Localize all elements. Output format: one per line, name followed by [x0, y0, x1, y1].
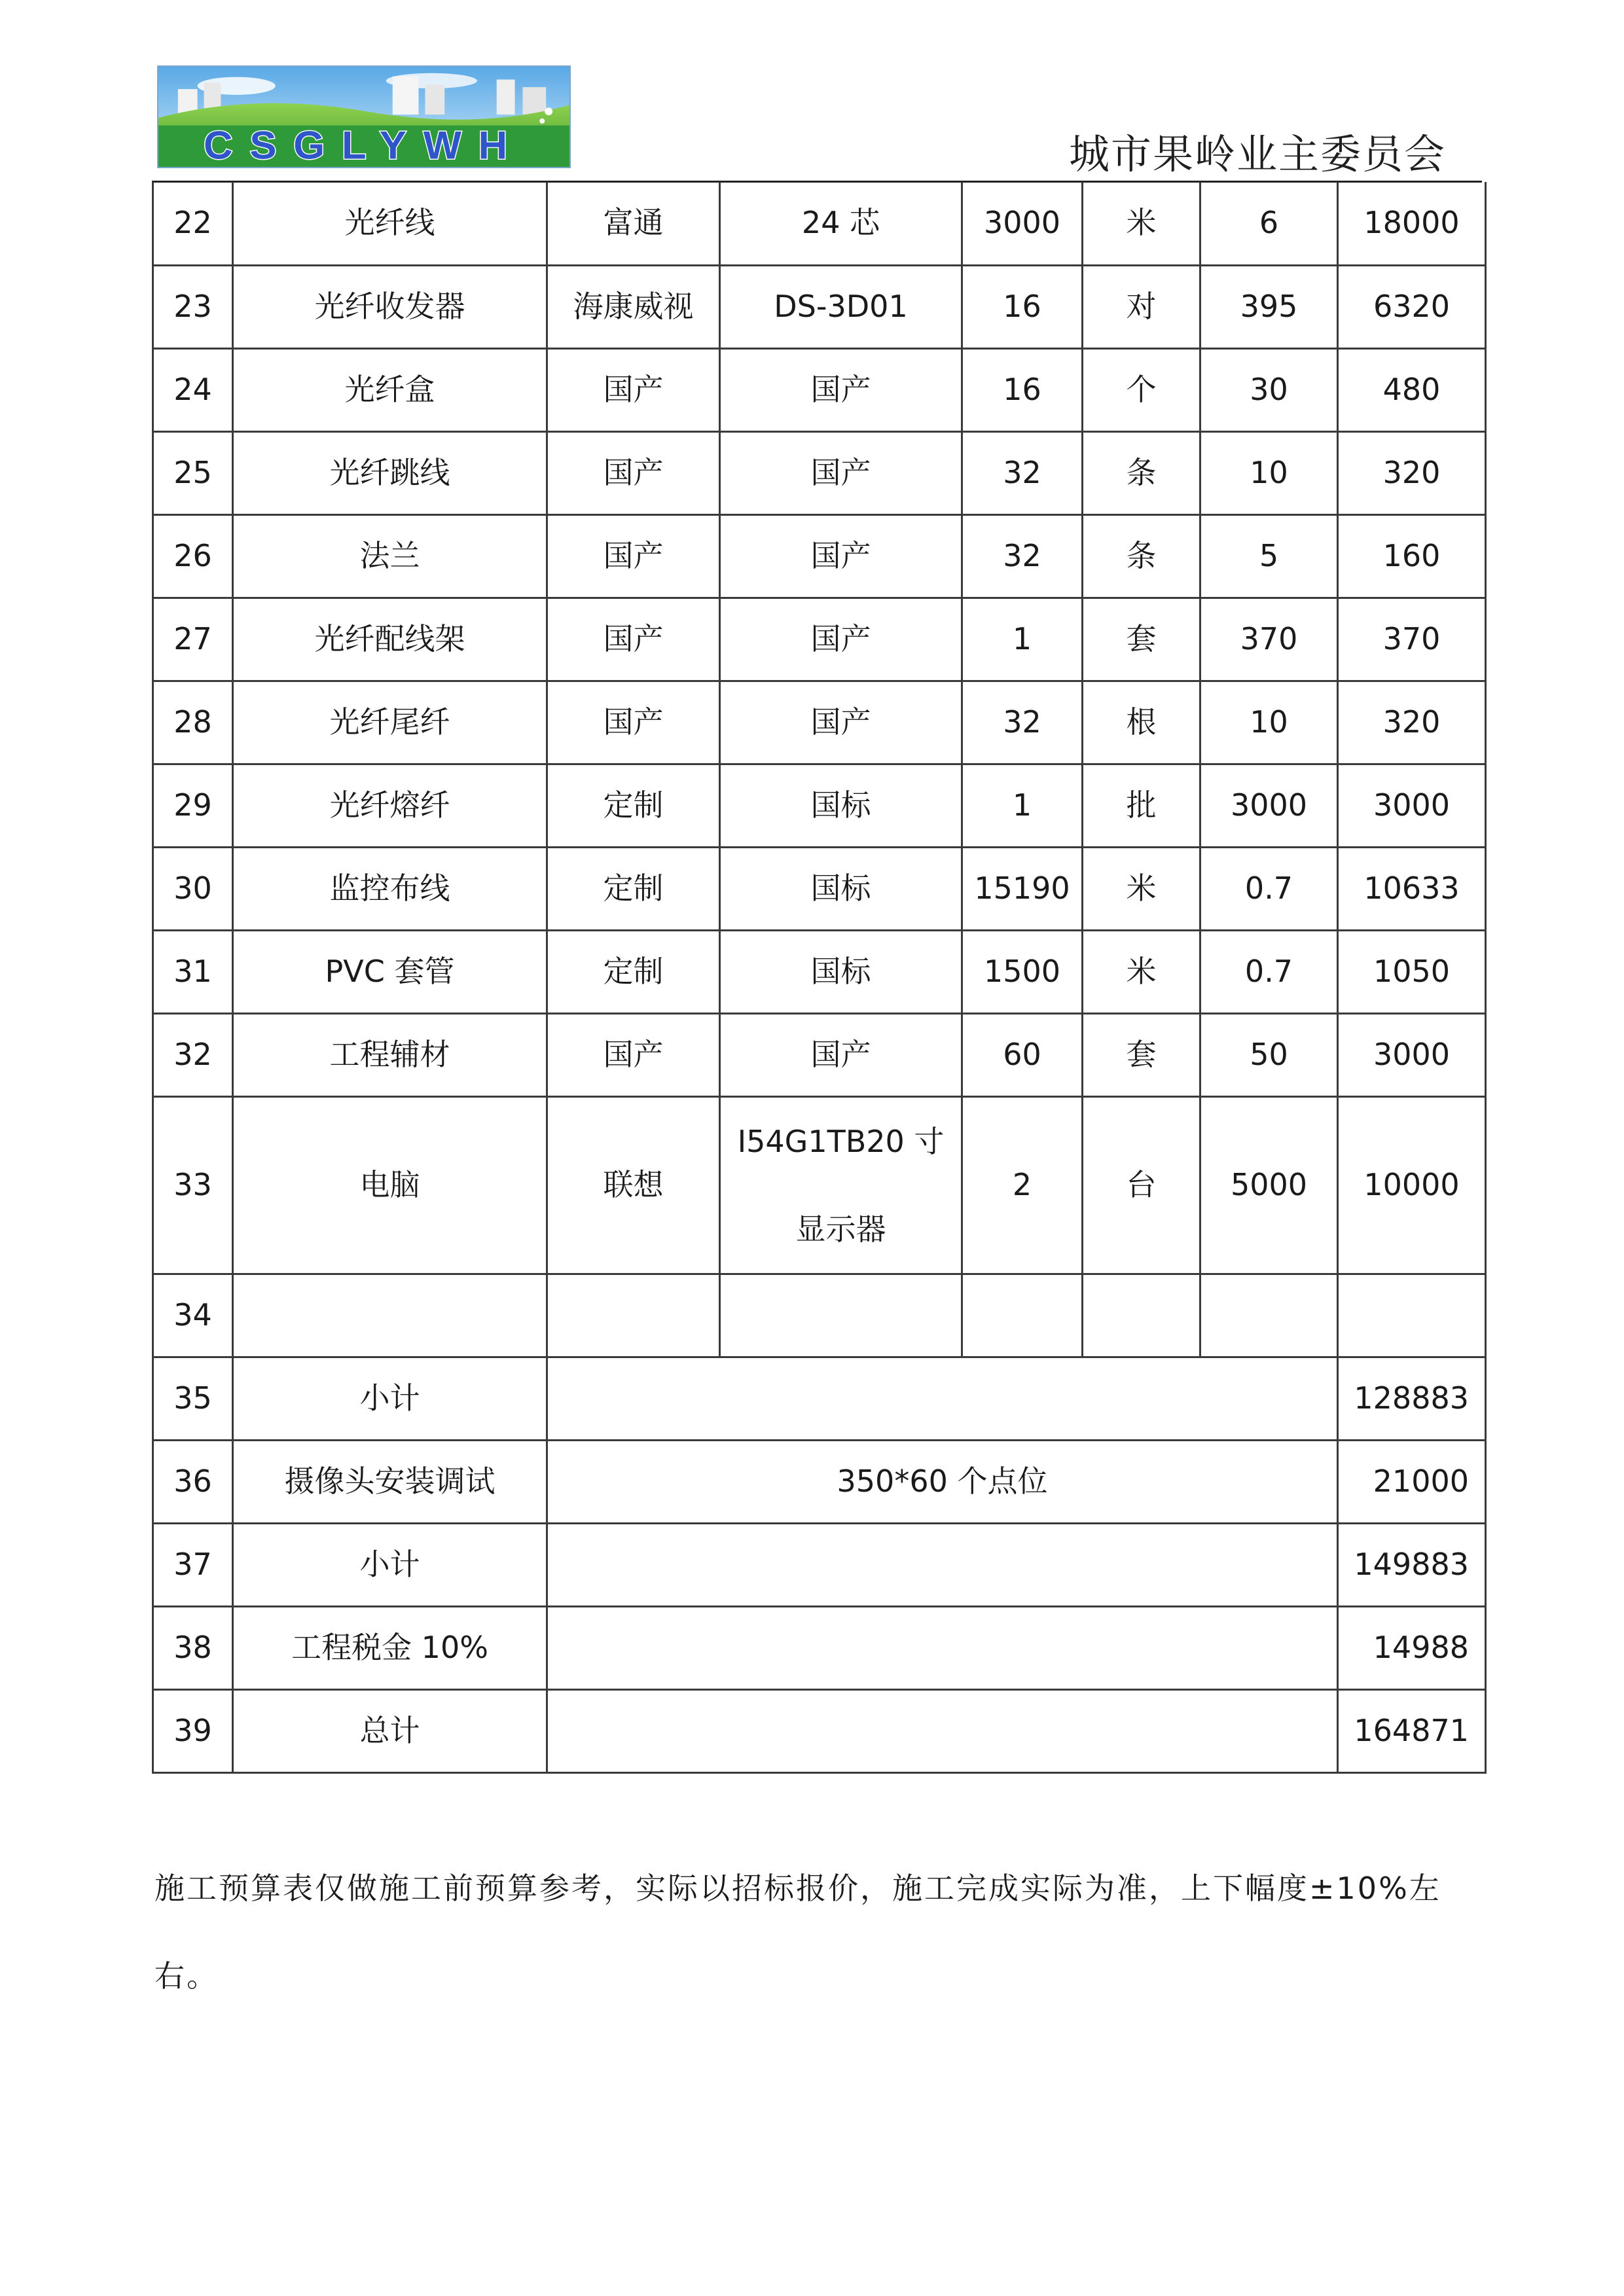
cell-name: 摄像头安装调试: [233, 1440, 547, 1523]
cell-name: 小计: [233, 1523, 547, 1606]
table-row: [153, 514, 1486, 598]
table-row: [153, 681, 1486, 764]
cell-price: 50: [1200, 1013, 1338, 1096]
cell-unit: 米: [1083, 930, 1200, 1013]
cell-unit: 个: [1083, 348, 1200, 431]
cell-qty: 16: [962, 348, 1083, 431]
cell-price: 10: [1200, 431, 1338, 514]
cell-model: [720, 1096, 962, 1274]
table-row: [153, 764, 1486, 847]
cell-empty: [233, 1274, 547, 1357]
cell-note: [547, 1689, 1338, 1772]
cell-amount: 14988: [1338, 1606, 1486, 1689]
cell-qty: 32: [962, 681, 1083, 764]
cell-empty: [720, 1274, 962, 1357]
cell-brand: 富通: [547, 182, 720, 265]
cell-amount: 1050: [1338, 930, 1486, 1013]
cell-qty: 1: [962, 764, 1083, 847]
cell-price: 395: [1200, 265, 1338, 348]
cell-no: 26: [153, 514, 233, 598]
cell-note: [547, 1606, 1338, 1689]
cell-brand: 定制: [547, 764, 720, 847]
cell-price: 5: [1200, 514, 1338, 598]
cell-note: [547, 1523, 1338, 1606]
cell-no: 23: [153, 265, 233, 348]
cell-brand: 国产: [547, 598, 720, 681]
cell-price: 10: [1200, 681, 1338, 764]
cell-qty: 3000: [962, 182, 1083, 265]
summary-rows: [153, 1357, 1486, 1772]
table-row: [153, 1013, 1486, 1096]
cell-amount: 3000: [1338, 764, 1486, 847]
cell-model: 国产: [720, 681, 962, 764]
cell-amount: 320: [1338, 431, 1486, 514]
cell-amount: 21000: [1338, 1440, 1486, 1523]
cell-no: 35: [153, 1357, 233, 1440]
cell-amount: 10633: [1338, 847, 1486, 930]
cell-brand: 国产: [547, 1013, 720, 1096]
cell-price: 3000: [1200, 764, 1338, 847]
cell-empty: [1083, 1274, 1200, 1357]
cell-model: 国产: [720, 348, 962, 431]
cell-no: 25: [153, 431, 233, 514]
table-row: [153, 930, 1486, 1013]
cell-empty: [1200, 1274, 1338, 1357]
cell-amount: 480: [1338, 348, 1486, 431]
cell-qty: 2: [962, 1096, 1083, 1274]
cell-name: 光纤线: [233, 182, 547, 265]
cell-model-line2: 显示器: [795, 1211, 886, 1247]
cell-name: 光纤跳线: [233, 431, 547, 514]
cell-model: 24 芯: [720, 182, 962, 265]
cell-qty: 1: [962, 598, 1083, 681]
cell-brand: 定制: [547, 930, 720, 1013]
cell-model: 国标: [720, 930, 962, 1013]
cell-name: 法兰: [233, 514, 547, 598]
cell-model: 国产: [720, 431, 962, 514]
cell-qty: 32: [962, 514, 1083, 598]
summary-row: [153, 1440, 1486, 1523]
cell-model: 国产: [720, 514, 962, 598]
cell-price: 0.7: [1200, 930, 1338, 1013]
cell-no: 39: [153, 1689, 233, 1772]
cell-brand: 海康威视: [547, 265, 720, 348]
header-title: 城市果岭业主委员会: [1068, 130, 1446, 178]
cell-amount: 164871: [1338, 1689, 1486, 1772]
cell-no: 27: [153, 598, 233, 681]
cell-price: 370: [1200, 598, 1338, 681]
cell-name: 监控布线: [233, 847, 547, 930]
cell-amount: 6320: [1338, 265, 1486, 348]
table-row: [153, 1096, 1486, 1274]
cell-qty: 16: [962, 265, 1083, 348]
cell-name: PVC 套管: [233, 930, 547, 1013]
cell-price: 0.7: [1200, 847, 1338, 930]
cell-unit: 米: [1083, 182, 1200, 265]
cell-no: 37: [153, 1523, 233, 1606]
cell-model: 国产: [720, 1013, 962, 1096]
cell-no: 22: [153, 182, 233, 265]
cell-price: 30: [1200, 348, 1338, 431]
cell-amount: 370: [1338, 598, 1486, 681]
table-row: [153, 598, 1486, 681]
budget-table: [152, 182, 1487, 1774]
footnote: 施工预算表仅做施工前预算参考，实际以招标报价，施工完成实际为准，上下幅度±10%左右。: [154, 1871, 1441, 1994]
cell-no: 33: [153, 1096, 233, 1274]
cell-amount: 128883: [1338, 1357, 1486, 1440]
cell-brand: 国产: [547, 514, 720, 598]
cell-unit: 批: [1083, 764, 1200, 847]
cell-no: 31: [153, 930, 233, 1013]
cell-no: 30: [153, 847, 233, 930]
cell-unit: 根: [1083, 681, 1200, 764]
summary-row: [153, 1689, 1486, 1772]
cell-brand: 国产: [547, 348, 720, 431]
cell-price: 6: [1200, 182, 1338, 265]
cell-amount: 10000: [1338, 1096, 1486, 1274]
table-row: [153, 182, 1486, 265]
cell-no: 34: [153, 1274, 233, 1357]
table-row: [153, 1274, 1486, 1357]
cell-name: 总计: [233, 1689, 547, 1772]
cell-model: DS-3D01: [720, 265, 962, 348]
cell-amount: 3000: [1338, 1013, 1486, 1096]
table-row: [153, 348, 1486, 431]
cell-unit: 台: [1083, 1096, 1200, 1274]
cell-model-line1: I54G1TB20 寸: [737, 1123, 945, 1159]
table-row: [153, 265, 1486, 348]
table-row: [153, 431, 1486, 514]
cell-unit: 米: [1083, 847, 1200, 930]
cell-unit: 套: [1083, 1013, 1200, 1096]
cell-name: 光纤配线架: [233, 598, 547, 681]
cell-amount: 18000: [1338, 182, 1486, 265]
cell-unit: 套: [1083, 598, 1200, 681]
logo-image: [158, 67, 569, 167]
cell-name: 光纤尾纤: [233, 681, 547, 764]
cell-model: 国产: [720, 598, 962, 681]
cell-brand: 定制: [547, 847, 720, 930]
cell-note: [547, 1357, 1338, 1440]
cell-empty: [547, 1274, 720, 1357]
summary-row: [153, 1523, 1486, 1606]
cell-amount: 160: [1338, 514, 1486, 598]
cell-model: 国标: [720, 764, 962, 847]
cell-name: 小计: [233, 1357, 547, 1440]
cell-name: 光纤收发器: [233, 265, 547, 348]
cell-name: 工程辅材: [233, 1013, 547, 1096]
table-row: [153, 847, 1486, 930]
cell-no: 24: [153, 348, 233, 431]
cell-no: 28: [153, 681, 233, 764]
cell-no: 38: [153, 1606, 233, 1689]
cell-price: 5000: [1200, 1096, 1338, 1274]
cell-unit: 条: [1083, 431, 1200, 514]
cell-qty: 1500: [962, 930, 1083, 1013]
cell-unit: 条: [1083, 514, 1200, 598]
cell-qty: 60: [962, 1013, 1083, 1096]
cell-name: 光纤盒: [233, 348, 547, 431]
cell-amount: 149883: [1338, 1523, 1486, 1606]
cell-empty: [962, 1274, 1083, 1357]
cell-brand: 国产: [547, 431, 720, 514]
cell-name: 电脑: [233, 1096, 547, 1274]
logo: [157, 65, 571, 168]
cell-note: 350*60 个点位: [547, 1440, 1338, 1523]
cell-empty: [1338, 1274, 1486, 1357]
cell-brand: 联想: [547, 1096, 720, 1274]
cell-qty: 32: [962, 431, 1083, 514]
item-rows: [153, 182, 1486, 1096]
cell-model: 国标: [720, 847, 962, 930]
cell-unit: 对: [1083, 265, 1200, 348]
cell-name: 工程税金 10%: [233, 1606, 547, 1689]
cell-amount: 320: [1338, 681, 1486, 764]
cell-no: 29: [153, 764, 233, 847]
cell-no: 36: [153, 1440, 233, 1523]
summary-row: [153, 1357, 1486, 1440]
cell-name: 光纤熔纤: [233, 764, 547, 847]
cell-no: 32: [153, 1013, 233, 1096]
summary-row: [153, 1606, 1486, 1689]
logo-text: CSGLYWH: [204, 122, 524, 167]
cell-brand: 国产: [547, 681, 720, 764]
cell-qty: 15190: [962, 847, 1083, 930]
